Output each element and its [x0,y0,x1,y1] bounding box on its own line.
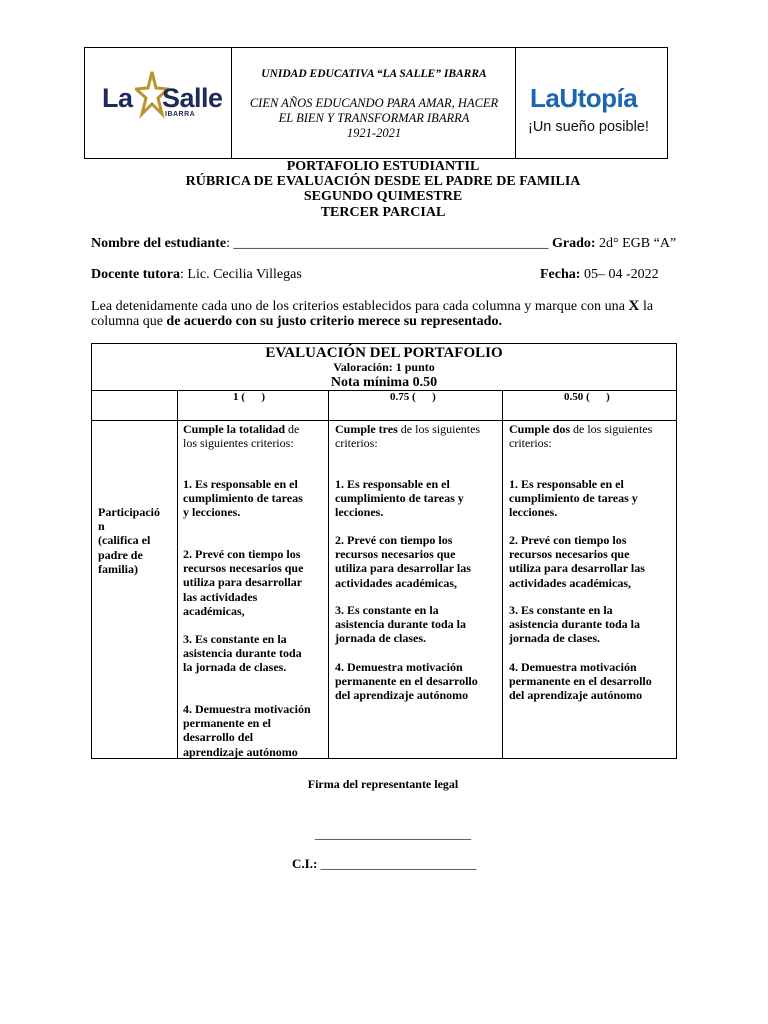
criterion-3 [335,603,466,646]
row-label-line: n [98,519,105,534]
criterion-line: la jornada de clases. [183,660,287,675]
logo-ibarra-text: IBARRA [165,111,196,118]
rubric-title: EVALUACIÓN DEL PORTAFOLIO [265,345,503,361]
criterion-line: aprendizaje autónomo [183,744,298,759]
criterion-line: recursos necesarios que [509,547,630,562]
grade-value: 2d° EGB “A” [595,236,677,251]
signature-label: Firma del representante legal [307,777,459,791]
title-quimestre: SEGUNDO QUIMESTRE [303,189,463,204]
criterion-line: asistencia durante toda la [335,617,467,632]
criterion-line: 1. Es responsable en el [183,477,298,491]
criterion-line: utiliza para desarrollar las [509,561,645,576]
grade-label: Grado: [551,236,596,251]
document-header [84,47,668,159]
criterion-line: 4. Demuestra motivación [335,660,463,674]
teacher-label: Docente tutora [91,267,181,282]
criterion-line: 1. Es responsable en el [335,477,450,491]
instructions-text-end: la [639,299,654,314]
utopia-slogan: ¡Un sueño posible! [528,119,649,135]
years: 1921-2021 [346,126,402,140]
rubric-valoracion: Valoración: 1 punto [333,360,435,374]
student-row [91,236,676,252]
teacher-value: : Lic. Cecilia Villegas [180,267,302,282]
logo-salle-text: Salle [162,83,223,113]
rubric-nota-minima: Nota mínima 0.50 [330,375,438,390]
criteria-intro-text: de los siguientes [397,422,481,436]
column-divider [502,390,503,758]
criterion-line: recursos necesarios que [183,561,304,576]
criteria-intro-text: los siguientes criterios: [183,436,294,451]
criterion-line: académicas, [183,603,245,618]
criterion-line: 3. Es constante en la [183,632,287,646]
criterion-line: 3. Es constante en la [335,603,439,617]
column-divider [328,390,329,758]
student-name-blank: : _____________________________________________ [226,236,549,251]
criterion-line: 3. Es constante en la [509,603,613,617]
row-label-line: familia) [98,561,138,576]
criterion-line: del aprendizaje autónomo [335,688,469,703]
criterion-line: lecciones. [335,505,384,520]
criterion-line: 2. Prevé con tiempo los [509,533,627,547]
criterion-line: jornada de clases. [509,631,600,646]
ci-label: C.I.: [292,856,318,871]
criterion-line: las actividades [183,589,258,604]
score-header-075: 0.75 ( ) [390,391,436,403]
criterion-4 [335,660,478,703]
row-label-line: (califica el [98,533,151,548]
criterion-3 [183,632,302,675]
criterion-line: cumplimiento de tareas y [335,491,464,506]
criterion-line: y lecciones. [183,505,241,520]
row-label-line: padre de [98,547,143,562]
criteria-intro-text: de [285,422,300,436]
criteria-intro-bold: Cumple tres [335,422,398,436]
criterion-line: asistencia durante toda [183,646,302,661]
instructions-line-2 [91,314,502,330]
criterion-4 [509,660,652,703]
criterion-line: actividades académicas, [509,575,631,590]
instructions-line2-plain: columna que [91,314,167,329]
title-rubrica: RÚBRICA DE EVALUACIÓN DESDE EL PADRE DE FAMILIA [185,174,581,189]
criterion-line: recursos necesarios que [335,547,456,562]
criteria-intro-bold: Cumple dos [509,422,571,436]
instructions-text: Lea detenidamente cada uno de los criterios establecidos para cada columna y marque con una [91,299,629,314]
ci-line: ________________________ [317,856,477,871]
criterion-4 [183,702,311,759]
criterion-line: cumplimiento de tareas [183,491,303,506]
criterion-2 [509,533,645,590]
instructions-line-1 [91,298,677,315]
criterion-line: jornada de clases. [335,631,426,646]
row-label-line: Participació [98,505,160,519]
criterion-line: actividades académicas, [335,575,457,590]
school-name: UNIDAD EDUCATIVA “LA SALLE” IBARRA [261,68,487,80]
criterion-2 [335,533,471,590]
criterion-2 [183,547,303,618]
criterion-line: lecciones. [509,505,558,520]
criterion-1 [183,477,303,520]
ci-row [292,856,477,872]
criteria-intro-text: criterios: [509,436,552,451]
criterion-line: permanente en el desarrollo [509,674,652,689]
table-divider [92,420,676,421]
criteria-cell-two [509,422,674,450]
criterion-line: 2. Prevé con tiempo los [183,547,301,561]
criterion-1 [335,477,464,520]
row-label-participacion [98,505,176,576]
la-utopia-logo [516,48,667,158]
criteria-intro-bold: Cumple la totalidad [183,422,286,436]
criterion-line: del aprendizaje autónomo [509,688,643,703]
criterion-1 [509,477,638,520]
criterion-line: utiliza para desarrollar las [335,561,471,576]
criterion-line: permanente en el [183,716,271,731]
student-name-label: Nombre del estudiante [91,236,227,251]
criterion-3 [509,603,640,646]
motto-line-1: CIEN AÑOS EDUCANDO PARA AMAR, HACER [249,96,499,110]
date-value: 05– 04 -2022 [580,267,659,282]
score-header-1: 1 ( ) [233,391,266,403]
criteria-cell-three [335,422,500,450]
instructions-line2-bold: de acuerdo con su justo criterio merece su representado. [166,314,502,329]
school-info [232,48,516,158]
utopia-name: LaUtopía [530,83,638,113]
logo-la-text: La [102,83,133,113]
criteria-intro-text: criterios: [335,436,378,451]
instructions-mark: X [628,298,640,314]
criterion-line: utiliza para desarrollar [183,575,303,590]
rubric-table [91,343,677,759]
column-divider [177,390,178,758]
la-salle-logo [85,48,232,158]
motto-line-2: EL BIEN Y TRANSFORMAR IBARRA [278,111,470,125]
criterion-line: permanente en el desarrollo [335,674,478,689]
criteria-intro-text: de los siguientes [570,422,653,436]
criterion-line: 1. Es responsable en el [509,477,624,491]
criteria-cell-full [183,422,325,450]
criterion-line: 4. Demuestra motivación [509,660,637,674]
date-row [540,267,659,283]
signature-line: ________________________ [315,826,471,841]
title-portafolio: PORTAFOLIO ESTUDIANTIL [286,159,480,174]
criterion-line: 4. Demuestra motivación [183,702,311,716]
criterion-line: 2. Prevé con tiempo los [335,533,453,547]
criterion-line: asistencia durante toda la [509,617,641,632]
criterion-line: cumplimiento de tareas y [509,491,638,506]
teacher-row [91,267,302,283]
date-label: Fecha: [540,267,581,282]
title-parcial: TERCER PARCIAL [320,205,446,220]
score-header-050: 0.50 ( ) [564,391,610,403]
criterion-line: desarrollo del [183,730,254,745]
